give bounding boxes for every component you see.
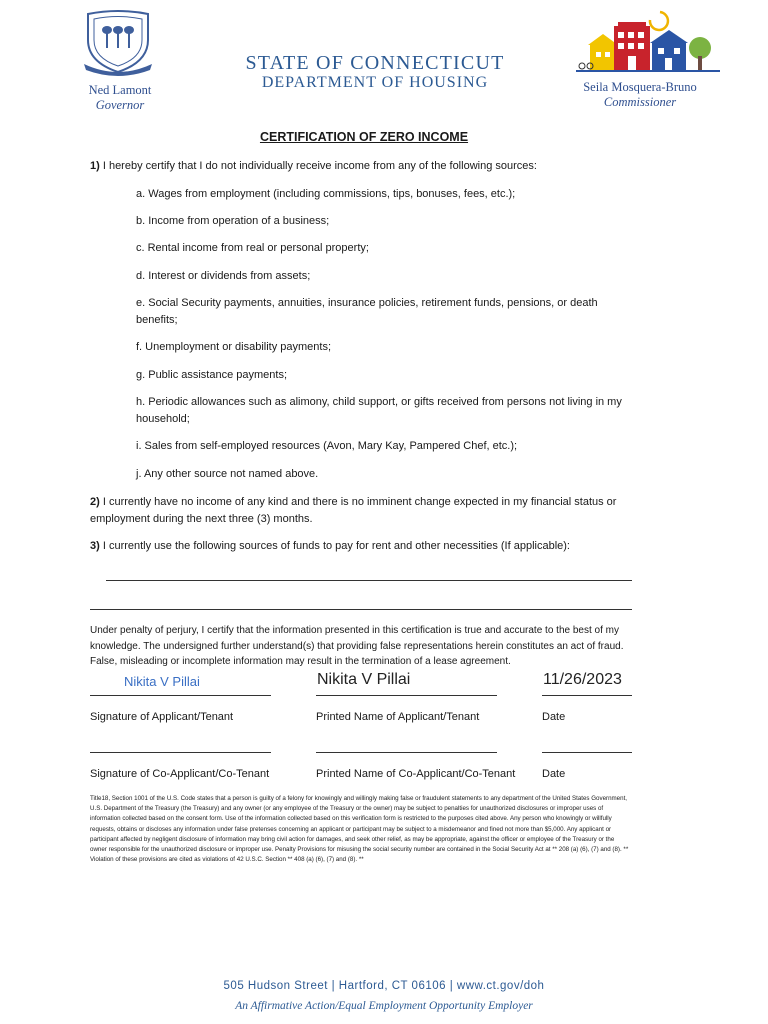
commissioner-title: Commissioner: [603, 95, 677, 109]
item-3-text: I currently use the following sources of funds to pay for rent and other necessities (If applicable):: [99, 540, 570, 552]
legal-fine-print: Title18, Section 1001 of the U.S. Code states that a person is guilty of a felony for knowingly and willingly making false or fraudulent statements to any department of the United States Government, U.S. Department of the Treasury (the Treasury) and any owner (or any employee of the Treasury or the owner) may be subject to penalties for unauthorized disclosures or improper uses of information collected based on the consent form. Use of the information collected based on this verification form is restricted to the purposes cited above. Any person who knowingly or willfully requests, obtains or discloses any information under false pretenses concerning an applicant or participant may be subject to a misdemeanor and fined not more than $5,000. Any applicant or participant affected by negligent disclosure of information may bring civil action for damages, and seek other relief, as may be appropriate, against the officer or employee of the Treasury or the owner responsible for the unauthorized disclosure or improper use. Penalty Provisions for misusing the social security number are contained in the Social Security Act at ** 208 (a) (6), (7) and (8). ** Violation of these provisions are cited as violations of 42 U.S.C. Section ** 408 (a) (6), (7) and (8). **: [90, 795, 629, 864]
applicant-printed-name-label: Printed Name of Applicant/Tenant: [316, 711, 480, 723]
item-1-number: 1): [90, 160, 100, 172]
governor-title: Governor: [95, 98, 145, 112]
perjury-statement: Under penalty of perjury, I certify that the information presented in this certification is true and accurate to the best of my knowledge. The undersigned further understand(s) that providing false representations herein constitutes an act of fraud. False, misleading or incomplete information may result in the termination of a lease agreement.: [90, 625, 624, 667]
footer-address: 505 Hudson Street | Hartford, CT 06106 | www.ct.gov/doh: [223, 980, 545, 992]
state-title: STATE OF CONNECTICUT: [245, 52, 505, 74]
housing-logo-icon: [572, 8, 722, 76]
item-3-number: 3): [90, 540, 100, 552]
footer-tagline: An Affirmative Action/Equal Employment Opportunity Employer: [235, 1000, 533, 1012]
applicant-signature-label: Signature of Applicant/Tenant: [90, 711, 234, 723]
applicant-date-line: [542, 695, 632, 696]
funds-answer-line-2[interactable]: [90, 609, 632, 610]
list-item-j: j. Any other source not named above.: [136, 468, 319, 480]
applicant-signature[interactable]: Nikita V Pillai: [124, 674, 200, 689]
list-item-i: i. Sales from self-employed resources (Avon, Mary Kay, Pampered Chef, etc.);: [136, 440, 518, 452]
item-2: [90, 494, 640, 527]
state-seal-icon: [80, 10, 156, 76]
list-item-g: g. Public assistance payments;: [136, 369, 288, 381]
co-applicant-printed-name-line[interactable]: [316, 752, 497, 753]
funds-answer-line-1[interactable]: [106, 580, 632, 581]
department-name: DEPARTMENT OF HOUSING: [261, 74, 489, 91]
co-applicant-signature-line[interactable]: [90, 752, 271, 753]
item-3: [90, 538, 650, 555]
item-1-text: I hereby certify that I do not individually receive income from any of the following sources:: [99, 160, 537, 172]
list-item-a: a. Wages from employment (including commissions, tips, bonuses, fees, etc.);: [136, 188, 516, 200]
applicant-date[interactable]: 11/26/2023: [543, 671, 622, 688]
applicant-signature-line: [90, 695, 271, 696]
applicant-printed-name-line: [316, 695, 497, 696]
item-2-number: 2): [90, 496, 100, 508]
list-item-d: d. Interest or dividends from assets;: [136, 270, 311, 282]
applicant-printed-name[interactable]: Nikita V Pillai: [317, 671, 411, 688]
commissioner-name: Seila Mosquera-Bruno: [583, 80, 697, 94]
co-applicant-printed-name-label: Printed Name of Co-Applicant/Co-Tenant: [316, 768, 516, 780]
list-item-f: f. Unemployment or disability payments;: [136, 341, 332, 353]
co-applicant-date-label: Date: [542, 768, 566, 780]
co-applicant-date-line[interactable]: [542, 752, 632, 753]
governor-name: Ned Lamont: [88, 83, 152, 97]
list-item-c: c. Rental income from real or personal property;: [136, 242, 369, 254]
form-title: CERTIFICATION OF ZERO INCOME: [259, 130, 469, 144]
item-1: [90, 158, 650, 175]
co-applicant-signature-label: Signature of Co-Applicant/Co-Tenant: [90, 768, 270, 780]
list-item-e: e. Social Security payments, annuities, insurance policies, retirement funds, pensions, or death benefits;: [136, 297, 598, 326]
applicant-date-label: Date: [542, 711, 566, 723]
list-item-h: h. Periodic allowances such as alimony, child support, or gifts received from persons not living in my household;: [136, 396, 622, 425]
item-2-text: I currently have no income of any kind and there is no imminent change expected in my financial status or employment during the next three (3) months.: [90, 496, 617, 525]
list-item-b: b. Income from operation of a business;: [136, 215, 330, 227]
